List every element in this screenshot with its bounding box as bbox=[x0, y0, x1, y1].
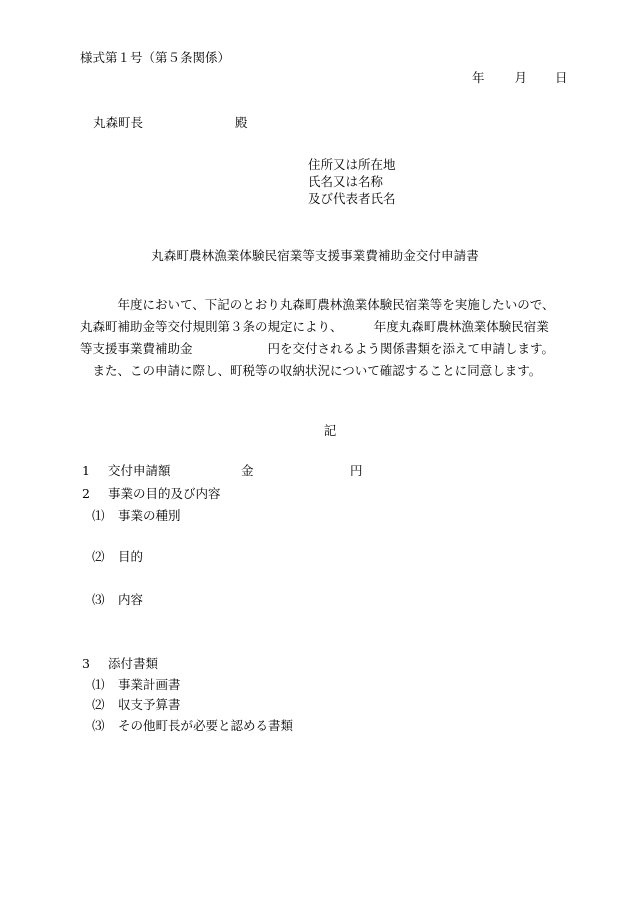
item-3 bbox=[82, 658, 158, 671]
item-1-yen-suffix: 円 bbox=[350, 463, 363, 478]
addressee bbox=[93, 117, 248, 130]
item-2-label: 事業の目的及び内容 bbox=[108, 486, 221, 501]
ki-heading: 記 bbox=[323, 423, 337, 438]
date-line bbox=[472, 72, 568, 85]
applicant-name-label: 氏名又は名称 bbox=[308, 174, 384, 189]
item-2-sub-3-label: 内容 bbox=[118, 592, 144, 607]
body-line-3: 等支援事業費補助金 円を交付されるよう関係書類を添えて申請します。 bbox=[80, 341, 555, 356]
body-text bbox=[80, 294, 580, 382]
item-3-number: 3 bbox=[82, 656, 90, 671]
document-title: 丸森町農林漁業体験民宿業等支援事業費補助金交付申請書 bbox=[151, 248, 479, 263]
body-line-2: 丸森町補助金等交付規則第３条の規定により、 年度丸森町農林漁業体験民宿業 bbox=[80, 319, 549, 334]
item-2-sub-3-number: ⑶ bbox=[92, 592, 105, 607]
item-2-sub-3 bbox=[92, 594, 143, 607]
item-3-sub-2-label: 収支予算書 bbox=[118, 697, 181, 712]
item-3-sub-3-number: ⑶ bbox=[92, 718, 105, 733]
addressee-honorific: 殿 bbox=[235, 115, 248, 130]
item-3-sub-1-number: ⑴ bbox=[92, 677, 105, 692]
item-3-sub-1-label: 事業計画書 bbox=[118, 677, 181, 692]
item-1-number: 1 bbox=[82, 463, 90, 478]
applicant-representative-label: 及び代表者氏名 bbox=[308, 191, 396, 206]
item-3-sub-3 bbox=[92, 720, 293, 733]
item-3-sub-3-label: その他町長が必要と認める書類 bbox=[118, 718, 294, 733]
addressee-name: 丸森町長 bbox=[93, 115, 144, 130]
item-1-yen-prefix: 金 bbox=[241, 463, 254, 478]
body-line-1: 年度において、下記のとおり丸森町農林漁業体験民宿業等を実施したいので、 bbox=[80, 297, 555, 312]
item-3-sub-1 bbox=[92, 679, 181, 692]
date-month: 月 bbox=[514, 70, 528, 85]
item-3-label: 添付書類 bbox=[108, 656, 159, 671]
item-2-sub-2-number: ⑵ bbox=[92, 549, 105, 564]
applicant-block bbox=[308, 156, 396, 207]
item-2-sub-2 bbox=[92, 551, 143, 564]
date-year: 年 bbox=[472, 70, 485, 85]
body-line-4: また、この申請に際し、町税等の収納状況について確認することに同意します。 bbox=[80, 363, 542, 378]
date-day: 日 bbox=[555, 70, 568, 85]
item-3-sub-2-number: ⑵ bbox=[92, 697, 105, 712]
item-1 bbox=[82, 465, 363, 478]
item-1-label: 交付申請額 bbox=[108, 463, 171, 478]
applicant-address-label: 住所又は所在地 bbox=[308, 157, 396, 172]
item-2-sub-1-number: ⑴ bbox=[92, 508, 105, 523]
item-2 bbox=[82, 488, 221, 501]
item-2-sub-1-label: 事業の種別 bbox=[118, 508, 181, 523]
form-number: 様式第１号（第５条関係） bbox=[80, 50, 231, 65]
item-2-number: 2 bbox=[82, 486, 90, 501]
item-2-sub-2-label: 目的 bbox=[118, 549, 144, 564]
item-3-sub-2 bbox=[92, 699, 181, 712]
item-2-sub-1 bbox=[92, 510, 181, 523]
